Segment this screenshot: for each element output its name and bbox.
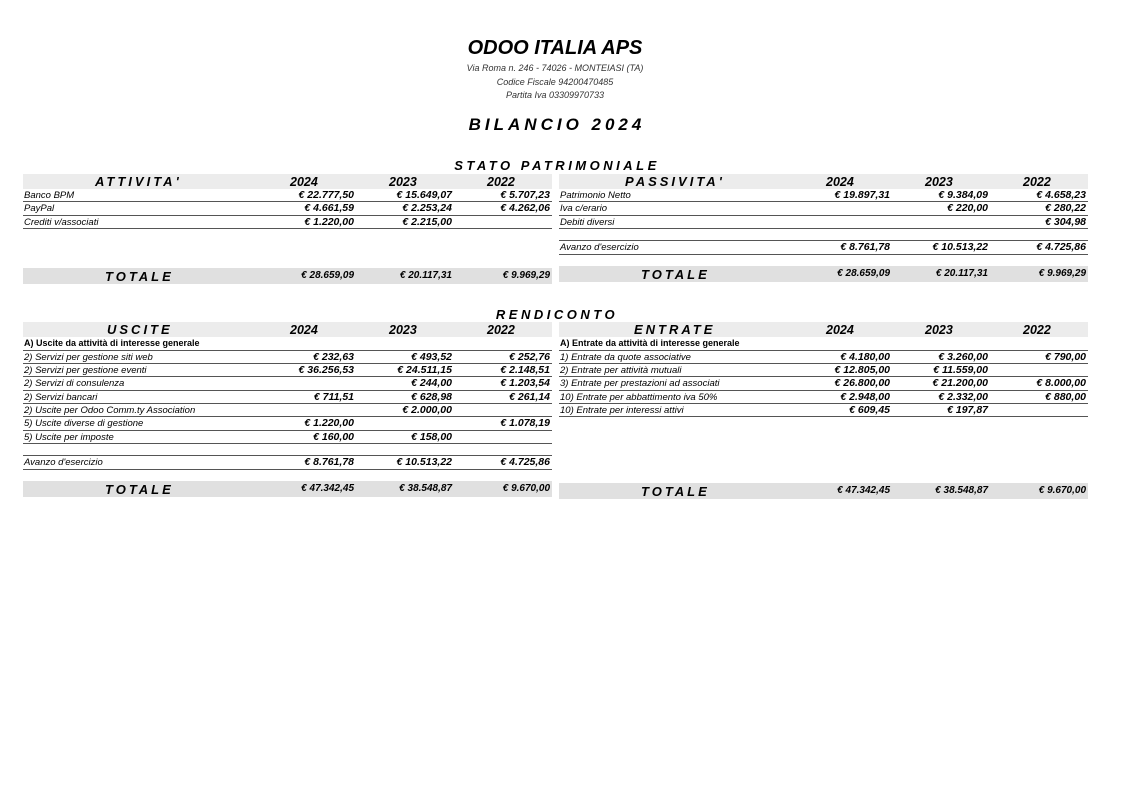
year-2022-header: 2022 [487, 175, 515, 189]
year-2024-header: 2024 [290, 323, 318, 337]
passivita-table [559, 174, 1088, 282]
year-2023-header: 2023 [925, 323, 953, 337]
attivita-total-row [23, 268, 552, 284]
subheading-label: A) Uscite da attività di interesse generale [24, 338, 200, 348]
total-label: TOTALE [105, 481, 174, 497]
row-label: 3) Entrate per prestazioni ad associati [560, 378, 720, 390]
value-2023: € 493,52 [411, 350, 452, 363]
value-2023: € 21.200,00 [932, 377, 988, 390]
total-2022: € 9.969,29 [1038, 267, 1086, 279]
value-2024: € 232,63 [313, 350, 354, 363]
value-2022: € 304,98 [1045, 215, 1086, 228]
spacer-row [23, 229, 552, 268]
uscite-header-row [23, 322, 552, 337]
year-2024-header: 2024 [826, 323, 854, 337]
table-row [559, 216, 1088, 229]
spacer-row [559, 255, 1088, 266]
row-label: Avanzo d'esercizio [560, 242, 639, 254]
row-label: 2) Servizi di consulenza [24, 378, 125, 390]
table-row [23, 417, 552, 430]
avanzo-row [559, 241, 1088, 254]
total-2022: € 9.670,00 [502, 482, 550, 494]
table-row [559, 391, 1088, 404]
entrate-total-row [559, 483, 1088, 499]
attivita-header-row [23, 174, 552, 189]
row-label: Iva c/erario [560, 203, 607, 215]
spacer-row [559, 417, 1088, 483]
total-2022: € 9.969,29 [502, 270, 550, 282]
value-2023: € 220,00 [947, 202, 988, 215]
year-2023-header: 2023 [389, 323, 417, 337]
total-label: TOTALE [641, 484, 710, 500]
value-2024: € 160,00 [313, 430, 354, 443]
value-2024: € 711,51 [313, 390, 354, 403]
row-label: 2) Entrate per attività mutuali [560, 364, 682, 376]
total-2023: € 38.548,87 [399, 482, 452, 494]
uscite-total-row [23, 481, 552, 497]
value-2024: € 2.948,00 [840, 390, 890, 403]
year-2024-header: 2024 [826, 175, 854, 189]
entrate-heading: ENTRATE [634, 322, 716, 337]
year-2022-header: 2022 [1023, 323, 1051, 337]
value-2024: € 12.805,00 [834, 363, 890, 376]
value-2023: € 197,87 [947, 404, 988, 417]
spacer-row [23, 444, 552, 456]
value-2023: € 2.253,24 [402, 202, 452, 215]
total-2022: € 9.670,00 [1038, 485, 1086, 497]
passivita-header-row [559, 174, 1088, 189]
vat-number: Partita Iva 03309970733 [505, 90, 605, 100]
entrate-subheading [559, 337, 1088, 351]
value-2023: € 158,00 [411, 430, 452, 443]
value-2022: € 2.148,51 [500, 363, 550, 376]
value-2022: € 252,76 [509, 350, 550, 363]
attivita-heading: ATTIVITA' [95, 174, 182, 189]
value-2022: € 4.725,86 [1036, 241, 1086, 254]
row-label: 5) Uscite per imposte [24, 431, 114, 443]
value-2024: € 1.220,00 [304, 417, 354, 430]
total-2023: € 38.548,87 [935, 485, 988, 497]
total-2023: € 20.117,31 [399, 270, 452, 282]
passivita-heading: PASSIVITA' [625, 174, 725, 189]
table-row [23, 351, 552, 364]
value-2023: € 244,00 [411, 377, 452, 390]
value-2023: € 24.511,15 [397, 363, 452, 376]
table-row [23, 404, 552, 417]
attivita-table [23, 174, 552, 284]
value-2024: € 4.180,00 [840, 350, 890, 363]
total-2024: € 28.659,09 [837, 267, 890, 279]
total-2024: € 47.342,45 [301, 482, 354, 494]
year-2023-header: 2023 [389, 175, 417, 189]
total-2023: € 20.117,31 [935, 267, 988, 279]
row-label: 5) Uscite diverse di gestione [24, 418, 144, 430]
value-2022: € 5.707,23 [500, 189, 550, 201]
spacer-row [559, 229, 1088, 241]
row-label: Banco BPM [24, 190, 75, 201]
year-2024-header: 2024 [290, 175, 318, 189]
value-2023: € 628,98 [411, 390, 452, 403]
fiscal-code: Codice Fiscale 94200470485 [496, 77, 614, 87]
table-row [23, 391, 552, 404]
stato-patrimoniale-title: STATO PATRIMONIALE [454, 158, 660, 173]
row-label: 2) Servizi bancari [24, 391, 98, 403]
uscite-subheading [23, 337, 552, 351]
value-2022: € 1.078,19 [500, 417, 550, 430]
subheading-label: A) Entrate da attività di interesse generale [560, 338, 740, 348]
value-2024: € 36.256,53 [298, 363, 354, 376]
value-2023: € 9.384,09 [938, 189, 988, 201]
value-2022: € 880,00 [1045, 390, 1086, 403]
spacer-row [23, 470, 552, 481]
value-2023: € 2.000,00 [402, 404, 452, 417]
row-label: 1) Entrate da quote associative [560, 351, 691, 363]
table-row [23, 216, 552, 229]
value-2022: € 790,00 [1045, 350, 1086, 363]
row-label: 10) Entrate per interessi attivi [560, 405, 684, 417]
uscite-table [23, 322, 552, 497]
value-2024: € 8.761,78 [304, 456, 354, 469]
value-2022: € 261,14 [509, 390, 550, 403]
value-2023: € 11.559,00 [933, 363, 988, 376]
value-2023: € 10.513,22 [396, 456, 452, 469]
row-label: 2) Servizi per gestione eventi [24, 364, 147, 376]
value-2022: € 8.000,00 [1036, 377, 1086, 390]
row-label: PayPal [24, 203, 55, 215]
value-2023: € 3.260,00 [938, 350, 988, 363]
document-title: BILANCIO 2024 [468, 115, 646, 134]
table-row [23, 364, 552, 377]
row-label: Crediti v/associati [24, 216, 99, 228]
total-label: TOTALE [105, 269, 174, 285]
table-row [559, 189, 1088, 202]
passivita-total-row [559, 266, 1088, 282]
table-row [23, 431, 552, 444]
year-2023-header: 2023 [925, 175, 953, 189]
row-label: 2) Uscite per Odoo Comm.ty Association [24, 405, 196, 417]
rendiconto-title: RENDICONTO [495, 307, 619, 322]
value-2024: € 609,45 [849, 404, 890, 417]
table-row [23, 189, 552, 202]
table-row [559, 351, 1088, 364]
value-2022: € 4.658,23 [1036, 189, 1086, 201]
table-row [559, 364, 1088, 377]
total-2024: € 47.342,45 [837, 485, 890, 497]
table-row [23, 202, 552, 215]
table-row [23, 377, 552, 390]
value-2023: € 2.215,00 [402, 215, 452, 228]
table-row [559, 202, 1088, 215]
row-label: 2) Servizi per gestione siti web [24, 351, 153, 363]
value-2024: € 26.800,00 [834, 377, 890, 390]
table-row [559, 404, 1088, 417]
total-label: TOTALE [641, 266, 710, 282]
row-label: 10) Entrate per abbattimento iva 50% [560, 391, 718, 403]
value-2022: € 280,22 [1045, 202, 1086, 215]
year-2022-header: 2022 [1023, 175, 1051, 189]
value-2024: € 8.761,78 [840, 241, 890, 254]
value-2024: € 4.661,59 [304, 202, 354, 215]
uscite-heading: USCITE [107, 322, 173, 337]
organization-name: ODOO ITALIA APS [467, 37, 643, 59]
row-label: Patrimonio Netto [560, 190, 631, 201]
value-2023: € 2.332,00 [938, 390, 988, 403]
value-2023: € 10.513,22 [932, 241, 988, 254]
value-2024: € 22.777,50 [298, 189, 354, 201]
value-2023: € 15.649,07 [396, 189, 452, 201]
value-2022: € 4.725,86 [500, 456, 550, 469]
table-row [559, 377, 1088, 390]
row-label: Debiti diversi [560, 216, 615, 228]
organization-address: Via Roma n. 246 - 74026 - MONTEIASI (TA) [466, 63, 644, 73]
value-2022: € 1.203,54 [500, 377, 550, 390]
entrate-table [559, 322, 1088, 499]
avanzo-row [23, 456, 552, 469]
value-2024: € 1.220,00 [304, 215, 354, 228]
value-2022: € 4.262,06 [500, 202, 550, 215]
year-2022-header: 2022 [487, 323, 515, 337]
entrate-header-row [559, 322, 1088, 337]
row-label: Avanzo d'esercizio [24, 457, 103, 469]
value-2024: € 19.897,31 [834, 189, 890, 201]
total-2024: € 28.659,09 [301, 270, 354, 282]
